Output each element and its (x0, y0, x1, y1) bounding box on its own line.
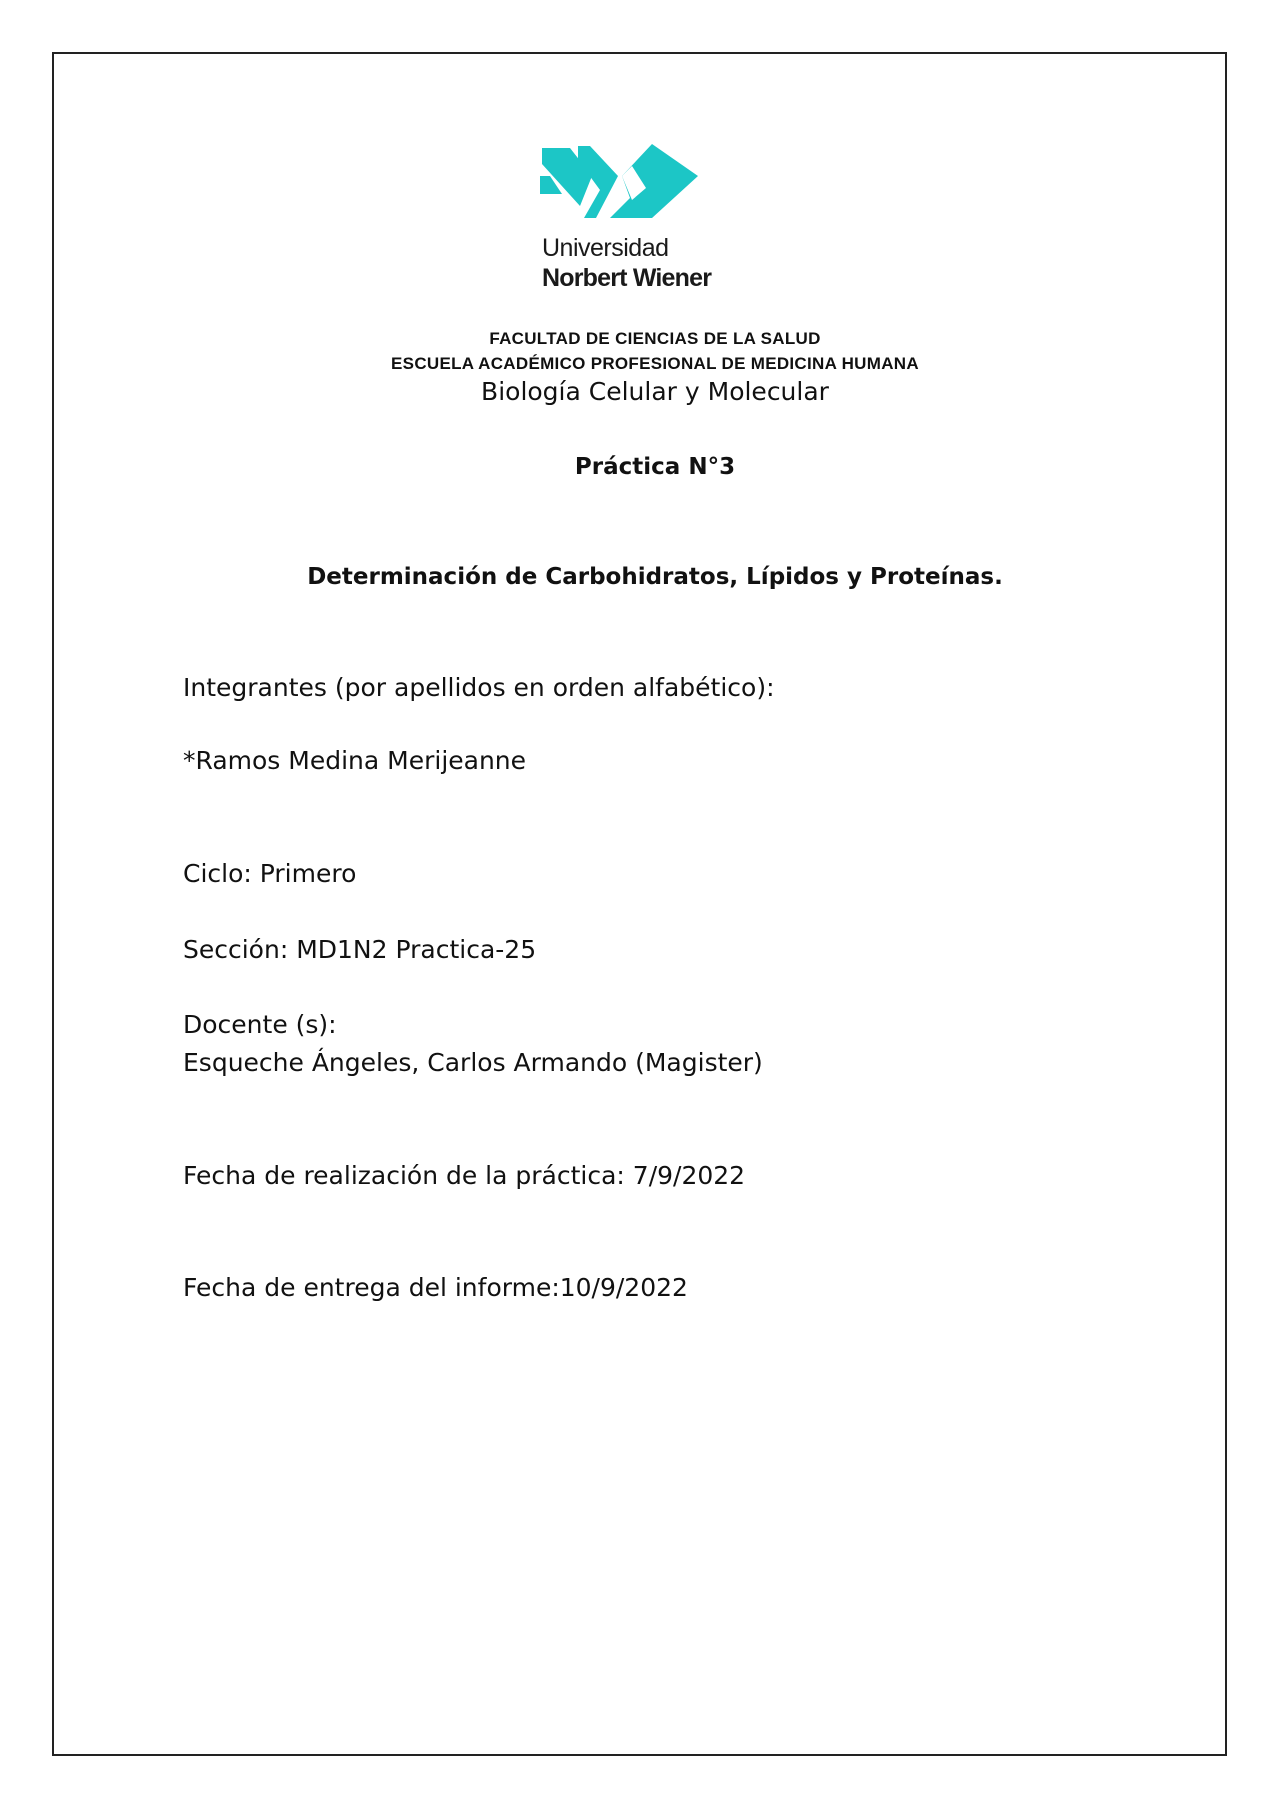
practice-number: Práctica N°3 (574, 454, 736, 480)
school-name: ESCUELA ACADÉMICO PROFESIONAL DE MEDICINA HUMANA (391, 354, 919, 373)
section-field: Sección: MD1N2 Practica-25 (183, 935, 537, 964)
course-name: Biología Celular y Molecular (481, 377, 829, 406)
practice-date-field: Fecha de realización de la práctica: 7/9/2022 (183, 1161, 746, 1190)
members-label: Integrantes (por apellidos en orden alfabético): (183, 673, 775, 702)
faculty-name: FACULTAD DE CIENCIAS DE LA SALUD (489, 329, 821, 348)
teacher-label: Docente (s): (183, 1010, 337, 1039)
university-logo-icon (540, 136, 700, 226)
cycle-field: Ciclo: Primero (183, 859, 357, 888)
delivery-date-field: Fecha de entrega del informe:10/9/2022 (183, 1273, 688, 1302)
university-name-line1: Universidad (542, 234, 669, 262)
member-name: *Ramos Medina Merijeanne (183, 746, 527, 775)
document-title: Determinación de Carbohidratos, Lípidos y Proteínas. (307, 564, 1003, 590)
university-name-line2: Norbert Wiener (542, 264, 712, 292)
page-border (52, 52, 1227, 1756)
teacher-name: Esqueche Ángeles, Carlos Armando (Magister) (183, 1048, 763, 1077)
